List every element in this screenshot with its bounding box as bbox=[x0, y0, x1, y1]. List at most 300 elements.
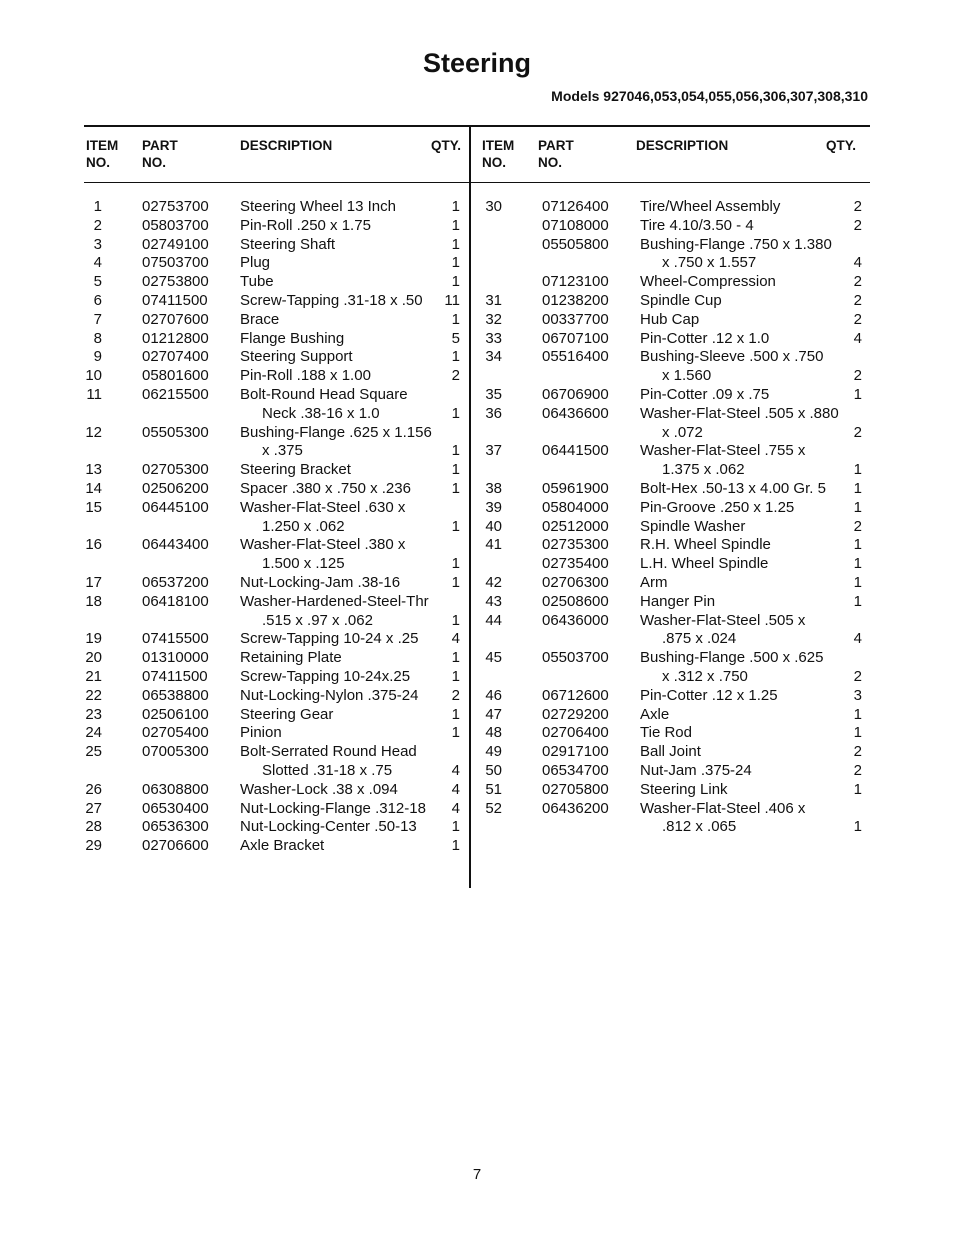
item-number: 41 bbox=[485, 536, 502, 554]
table-row bbox=[478, 724, 864, 743]
table-row bbox=[82, 236, 466, 255]
part-number: 02735300 bbox=[542, 536, 609, 554]
description: Plug bbox=[240, 254, 271, 272]
item-number: 17 bbox=[85, 573, 102, 591]
quantity: 1 bbox=[853, 573, 862, 591]
item-number: 10 bbox=[85, 367, 102, 385]
description: Steering Bracket bbox=[240, 461, 351, 479]
description: Steering Gear bbox=[240, 705, 334, 723]
quantity: 1 bbox=[853, 818, 862, 836]
description: Steering Support bbox=[240, 348, 353, 366]
part-number: 06308800 bbox=[142, 780, 209, 798]
header-description-right: DESCRIPTION bbox=[636, 138, 729, 153]
table-row bbox=[478, 499, 864, 518]
quantity: 4 bbox=[451, 761, 460, 779]
quantity: 4 bbox=[451, 780, 460, 798]
table-row bbox=[478, 254, 864, 273]
quantity: 1 bbox=[451, 479, 460, 497]
part-number: 06436200 bbox=[542, 799, 609, 817]
description: x 1.560 bbox=[662, 367, 712, 385]
table-row bbox=[82, 480, 466, 499]
description: .875 x .024 bbox=[662, 630, 737, 648]
item-number: 39 bbox=[485, 498, 502, 516]
description: Bushing-Flange .750 x 1.380 bbox=[640, 235, 832, 253]
quantity: 2 bbox=[853, 310, 862, 328]
part-number: 05804000 bbox=[542, 498, 609, 516]
header-item-no-right bbox=[482, 137, 514, 171]
quantity: 1 bbox=[853, 385, 862, 403]
table-row bbox=[478, 292, 864, 311]
part-number: 02512000 bbox=[542, 517, 609, 535]
part-number: 07411500 bbox=[142, 667, 208, 685]
description: Bushing-Sleeve .500 x .750 bbox=[640, 348, 824, 366]
description: Nut-Jam .375-24 bbox=[640, 761, 752, 779]
description: Bolt-Serrated Round Head bbox=[240, 743, 417, 761]
table-row bbox=[82, 536, 466, 555]
item-number: 8 bbox=[93, 329, 102, 347]
description: Screw-Tapping 10-24 x .25 bbox=[240, 630, 419, 648]
quantity: 1 bbox=[451, 442, 460, 460]
table-row bbox=[82, 499, 466, 518]
part-number: 07108000 bbox=[542, 216, 609, 234]
item-number: 33 bbox=[485, 329, 502, 347]
quantity: 1 bbox=[451, 818, 460, 836]
item-number: 9 bbox=[93, 348, 102, 366]
item-number: 24 bbox=[85, 724, 102, 742]
table-row bbox=[478, 781, 864, 800]
quantity: 4 bbox=[451, 799, 460, 817]
part-number: 06445100 bbox=[142, 498, 209, 516]
description: Axle Bracket bbox=[240, 837, 325, 855]
quantity: 1 bbox=[853, 592, 862, 610]
header-part-label: PART bbox=[538, 138, 574, 153]
description: x .072 bbox=[662, 423, 703, 441]
part-number: 02749100 bbox=[142, 235, 209, 253]
table-row bbox=[82, 818, 466, 837]
description: Flange Bushing bbox=[240, 329, 345, 347]
description: Spacer .380 x .750 x .236 bbox=[240, 479, 411, 497]
part-number: 00337700 bbox=[542, 310, 609, 328]
description: Hub Cap bbox=[640, 310, 700, 328]
item-number: 18 bbox=[85, 592, 102, 610]
item-number: 29 bbox=[85, 837, 102, 855]
models-line: Models 927046,053,054,055,056,306,307,308,310 bbox=[551, 88, 868, 104]
quantity: 4 bbox=[853, 329, 862, 347]
part-number: 06706900 bbox=[542, 385, 609, 403]
description: x .312 x .750 bbox=[662, 667, 748, 685]
table-row bbox=[82, 649, 466, 668]
table-row bbox=[82, 687, 466, 706]
part-number: 06712600 bbox=[542, 686, 609, 704]
part-number: 06530400 bbox=[142, 799, 209, 817]
quantity: 1 bbox=[451, 461, 460, 479]
quantity: 2 bbox=[853, 291, 862, 309]
table-row bbox=[82, 630, 466, 649]
item-number: 40 bbox=[485, 517, 502, 535]
table-row bbox=[82, 706, 466, 725]
quantity: 2 bbox=[853, 198, 862, 215]
item-number: 11 bbox=[86, 385, 102, 403]
part-number: 02705800 bbox=[542, 780, 609, 798]
table-row bbox=[82, 330, 466, 349]
item-number: 35 bbox=[485, 385, 502, 403]
description: Nut-Locking-Jam .38-16 bbox=[240, 573, 401, 591]
description: Nut-Locking-Nylon .375-24 bbox=[240, 686, 419, 704]
item-number: 44 bbox=[485, 611, 502, 629]
table-row bbox=[478, 330, 864, 349]
part-number: 02506200 bbox=[142, 479, 209, 497]
quantity: 1 bbox=[451, 254, 460, 272]
table-row bbox=[82, 743, 466, 762]
description: Nut-Locking-Flange .312-18 bbox=[240, 799, 426, 817]
item-number: 5 bbox=[93, 273, 102, 291]
table-row bbox=[82, 461, 466, 480]
part-number: 02705300 bbox=[142, 461, 209, 479]
table-row bbox=[82, 518, 466, 537]
part-number: 06215500 bbox=[142, 385, 209, 403]
item-number: 16 bbox=[85, 536, 102, 554]
quantity: 2 bbox=[853, 761, 862, 779]
part-number: 07005300 bbox=[142, 743, 209, 761]
quantity: 5 bbox=[451, 329, 460, 347]
part-number: 05961900 bbox=[542, 479, 609, 497]
header-qty-right: QTY. bbox=[826, 138, 857, 153]
table-row bbox=[82, 668, 466, 687]
quantity: 2 bbox=[853, 423, 862, 441]
header-part-no bbox=[142, 137, 178, 171]
quantity: 1 bbox=[451, 724, 460, 742]
description: Pin-Cotter .12 x 1.25 bbox=[640, 686, 778, 704]
description: Washer-Flat-Steel .505 x .880 bbox=[640, 404, 839, 422]
description: Washer-Flat-Steel .630 x bbox=[240, 498, 406, 516]
quantity: 1 bbox=[853, 780, 862, 798]
part-number: 01212800 bbox=[142, 329, 209, 347]
table-row bbox=[478, 424, 864, 443]
item-number: 13 bbox=[85, 461, 102, 479]
table-row bbox=[82, 405, 466, 424]
table-row bbox=[478, 536, 864, 555]
table-row bbox=[478, 593, 864, 612]
table-row bbox=[478, 518, 864, 537]
header-item-no-label: NO. bbox=[86, 155, 111, 170]
part-number: 05801600 bbox=[142, 367, 209, 385]
part-number: 05505300 bbox=[142, 423, 209, 441]
table-row bbox=[82, 367, 466, 386]
part-number: 02706400 bbox=[542, 724, 609, 742]
table-row bbox=[478, 348, 864, 367]
item-number: 25 bbox=[85, 743, 102, 761]
table-row bbox=[478, 311, 864, 330]
part-number: 02707600 bbox=[142, 310, 209, 328]
part-number: 06536300 bbox=[142, 818, 209, 836]
item-number: 36 bbox=[485, 404, 502, 422]
description: Brace bbox=[240, 310, 280, 328]
part-number: 02753700 bbox=[142, 198, 209, 215]
description: Screw-Tapping .31-18 x .50 bbox=[240, 291, 423, 309]
table-row bbox=[82, 273, 466, 292]
quantity: 1 bbox=[451, 310, 460, 328]
item-number: 42 bbox=[485, 573, 502, 591]
table-row bbox=[478, 687, 864, 706]
item-number: 27 bbox=[85, 799, 102, 817]
table-row bbox=[478, 442, 864, 461]
item-number: 49 bbox=[485, 743, 502, 761]
table-row bbox=[478, 668, 864, 687]
table-row bbox=[478, 367, 864, 386]
item-number: 20 bbox=[85, 649, 102, 667]
description: Bolt-Round Head Square bbox=[240, 385, 408, 403]
description: Arm bbox=[640, 573, 668, 591]
item-number: 32 bbox=[485, 310, 502, 328]
quantity: 2 bbox=[853, 216, 862, 234]
description: 1.250 x .062 bbox=[262, 517, 345, 535]
quantity: 1 bbox=[853, 724, 862, 742]
item-number: 14 bbox=[85, 479, 102, 497]
quantity: 2 bbox=[451, 686, 460, 704]
table-row bbox=[478, 198, 864, 217]
part-number: 07411500 bbox=[142, 291, 208, 309]
part-number: 05516400 bbox=[542, 348, 609, 366]
table-row bbox=[478, 217, 864, 236]
parts-list-right bbox=[478, 198, 864, 837]
description: L.H. Wheel Spindle bbox=[640, 555, 769, 573]
header-part-no-label: NO. bbox=[538, 155, 563, 170]
table-row bbox=[82, 593, 466, 612]
part-number: 06537200 bbox=[142, 573, 209, 591]
quantity: 1 bbox=[451, 705, 460, 723]
description: Pin-Cotter .09 x .75 bbox=[640, 385, 770, 403]
item-number: 48 bbox=[485, 724, 502, 742]
table-row bbox=[478, 480, 864, 499]
part-number: 06436000 bbox=[542, 611, 609, 629]
description: R.H. Wheel Spindle bbox=[640, 536, 771, 554]
description: .812 x .065 bbox=[662, 818, 737, 836]
description: Pin-Roll .250 x 1.75 bbox=[240, 216, 371, 234]
item-number: 51 bbox=[485, 780, 502, 798]
quantity: 2 bbox=[853, 743, 862, 761]
description: Bushing-Flange .625 x 1.156 bbox=[240, 423, 432, 441]
item-number: 7 bbox=[93, 310, 102, 328]
description: Slotted .31-18 x .75 bbox=[262, 761, 393, 779]
table-row bbox=[478, 574, 864, 593]
item-number: 50 bbox=[485, 761, 502, 779]
quantity: 2 bbox=[853, 517, 862, 535]
part-number: 02707400 bbox=[142, 348, 209, 366]
description: Steering Shaft bbox=[240, 235, 336, 253]
item-number: 19 bbox=[85, 630, 102, 648]
part-number: 06441500 bbox=[542, 442, 609, 460]
part-number: 06534700 bbox=[542, 761, 609, 779]
part-number: 01238200 bbox=[542, 291, 609, 309]
description: Pin-Cotter .12 x 1.0 bbox=[640, 329, 770, 347]
item-number: 21 bbox=[85, 667, 102, 685]
description: 1.375 x .062 bbox=[662, 461, 745, 479]
part-number: 02753800 bbox=[142, 273, 209, 291]
item-number: 43 bbox=[485, 592, 502, 610]
quantity: 1 bbox=[853, 705, 862, 723]
quantity: 4 bbox=[853, 254, 862, 272]
item-number: 4 bbox=[93, 254, 102, 272]
description: Pinion bbox=[240, 724, 282, 742]
quantity: 1 bbox=[451, 517, 460, 535]
description: Steering Wheel 13 Inch bbox=[240, 198, 396, 215]
description: Pin-Roll .188 x 1.00 bbox=[240, 367, 371, 385]
page-number: 7 bbox=[472, 1166, 482, 1183]
item-number: 12 bbox=[85, 423, 102, 441]
header-item-no bbox=[86, 137, 118, 171]
quantity: 1 bbox=[853, 555, 862, 573]
part-number: 07123100 bbox=[542, 273, 609, 291]
quantity: 1 bbox=[451, 837, 460, 855]
part-number: 02705400 bbox=[142, 724, 209, 742]
table-row bbox=[82, 837, 466, 856]
header-item-no-label: NO. bbox=[482, 155, 507, 170]
part-number: 07415500 bbox=[142, 630, 209, 648]
item-number: 6 bbox=[93, 291, 102, 309]
description: Ball Joint bbox=[640, 743, 701, 761]
part-number: 02729200 bbox=[542, 705, 609, 723]
table-row bbox=[478, 386, 864, 405]
quantity: 4 bbox=[451, 630, 460, 648]
part-number: 01310000 bbox=[142, 649, 209, 667]
description: Washer-Flat-Steel .505 x bbox=[640, 611, 806, 629]
quantity: 1 bbox=[451, 348, 460, 366]
table-row bbox=[478, 630, 864, 649]
parts-list-left bbox=[82, 198, 466, 856]
table-row bbox=[82, 762, 466, 781]
quantity: 1 bbox=[451, 273, 460, 291]
table-row bbox=[478, 273, 864, 292]
part-number: 06443400 bbox=[142, 536, 209, 554]
table-row bbox=[82, 781, 466, 800]
quantity: 1 bbox=[451, 235, 460, 253]
quantity: 1 bbox=[451, 216, 460, 234]
description: Spindle Washer bbox=[640, 517, 746, 535]
description: Tie Rod bbox=[640, 724, 692, 742]
item-number: 28 bbox=[85, 818, 102, 836]
description: Bushing-Flange .500 x .625 bbox=[640, 649, 824, 667]
table-row bbox=[478, 818, 864, 837]
part-number: 02506100 bbox=[142, 705, 209, 723]
description: 1.500 x .125 bbox=[262, 555, 345, 573]
item-number: 26 bbox=[85, 780, 102, 798]
table-row bbox=[82, 442, 466, 461]
quantity: 1 bbox=[853, 479, 862, 497]
description: Washer-Flat-Steel .755 x bbox=[640, 442, 806, 460]
quantity: 1 bbox=[853, 536, 862, 554]
table-row bbox=[82, 612, 466, 631]
part-number: 07503700 bbox=[142, 254, 209, 272]
table-row bbox=[478, 800, 864, 819]
item-number: 34 bbox=[485, 348, 502, 366]
table-row bbox=[478, 649, 864, 668]
description: Wheel-Compression bbox=[640, 273, 776, 291]
item-number: 52 bbox=[485, 799, 502, 817]
part-number: 02917100 bbox=[542, 743, 609, 761]
quantity: 3 bbox=[853, 686, 862, 704]
table-row bbox=[82, 386, 466, 405]
header-part-no-label: NO. bbox=[142, 155, 167, 170]
description: Washer-Flat-Steel .406 x bbox=[640, 799, 806, 817]
description: Pin-Groove .250 x 1.25 bbox=[640, 498, 795, 516]
item-number: 22 bbox=[85, 686, 102, 704]
quantity: 11 bbox=[444, 291, 460, 309]
table-row bbox=[82, 217, 466, 236]
description: Screw-Tapping 10-24x.25 bbox=[240, 667, 411, 685]
quantity: 1 bbox=[451, 555, 460, 573]
table-row bbox=[82, 424, 466, 443]
description: Axle bbox=[640, 705, 670, 723]
part-number: 05503700 bbox=[542, 649, 609, 667]
table-row bbox=[478, 762, 864, 781]
item-number: 15 bbox=[85, 498, 102, 516]
item-number: 45 bbox=[485, 649, 502, 667]
table-row bbox=[478, 706, 864, 725]
description: Steering Link bbox=[640, 780, 728, 798]
quantity: 2 bbox=[853, 367, 862, 385]
table-row bbox=[478, 461, 864, 480]
item-number: 38 bbox=[485, 479, 502, 497]
table-row bbox=[478, 612, 864, 631]
quantity: 1 bbox=[451, 404, 460, 422]
part-number: 05505800 bbox=[542, 235, 609, 253]
description: x .750 x 1.557 bbox=[662, 254, 757, 272]
table-row bbox=[82, 292, 466, 311]
description: Tire 4.10/3.50 - 4 bbox=[640, 216, 754, 234]
description: Washer-Hardened-Steel-Thr bbox=[240, 592, 429, 610]
header-part-no-right bbox=[538, 137, 574, 171]
part-number: 02706600 bbox=[142, 837, 209, 855]
part-number: 02706300 bbox=[542, 573, 609, 591]
description: Neck .38-16 x 1.0 bbox=[262, 404, 380, 422]
description: Retaining Plate bbox=[240, 649, 342, 667]
part-number: 06707100 bbox=[542, 329, 609, 347]
quantity: 1 bbox=[451, 611, 460, 629]
part-number: 06538800 bbox=[142, 686, 209, 704]
quantity: 1 bbox=[451, 198, 460, 215]
description: Tube bbox=[240, 273, 274, 291]
description: Hanger Pin bbox=[640, 592, 716, 610]
quantity: 2 bbox=[853, 667, 862, 685]
table-row bbox=[82, 574, 466, 593]
quantity: 4 bbox=[853, 630, 862, 648]
description: .515 x .97 x .062 bbox=[262, 611, 373, 629]
part-number: 06436600 bbox=[542, 404, 609, 422]
item-number: 37 bbox=[485, 442, 502, 460]
description: Tire/Wheel Assembly bbox=[640, 198, 781, 215]
table-top-rule bbox=[84, 125, 870, 127]
part-number: 06418100 bbox=[142, 592, 209, 610]
description: Washer-Flat-Steel .380 x bbox=[240, 536, 406, 554]
column-divider bbox=[469, 125, 471, 888]
quantity: 1 bbox=[451, 667, 460, 685]
item-number: 1 bbox=[93, 198, 102, 215]
table-row bbox=[82, 198, 466, 217]
table-row bbox=[478, 236, 864, 255]
description: Washer-Lock .38 x .094 bbox=[240, 780, 398, 798]
item-number: 2 bbox=[93, 216, 102, 234]
header-description: DESCRIPTION bbox=[240, 138, 333, 153]
description: Nut-Locking-Center .50-13 bbox=[240, 818, 417, 836]
table-row bbox=[478, 743, 864, 762]
item-number: 3 bbox=[93, 235, 102, 253]
header-item-label: ITEM bbox=[482, 138, 515, 153]
part-number: 02735400 bbox=[542, 555, 609, 573]
table-row bbox=[82, 348, 466, 367]
table-row bbox=[82, 800, 466, 819]
table-row bbox=[82, 555, 466, 574]
item-number: 46 bbox=[485, 686, 502, 704]
